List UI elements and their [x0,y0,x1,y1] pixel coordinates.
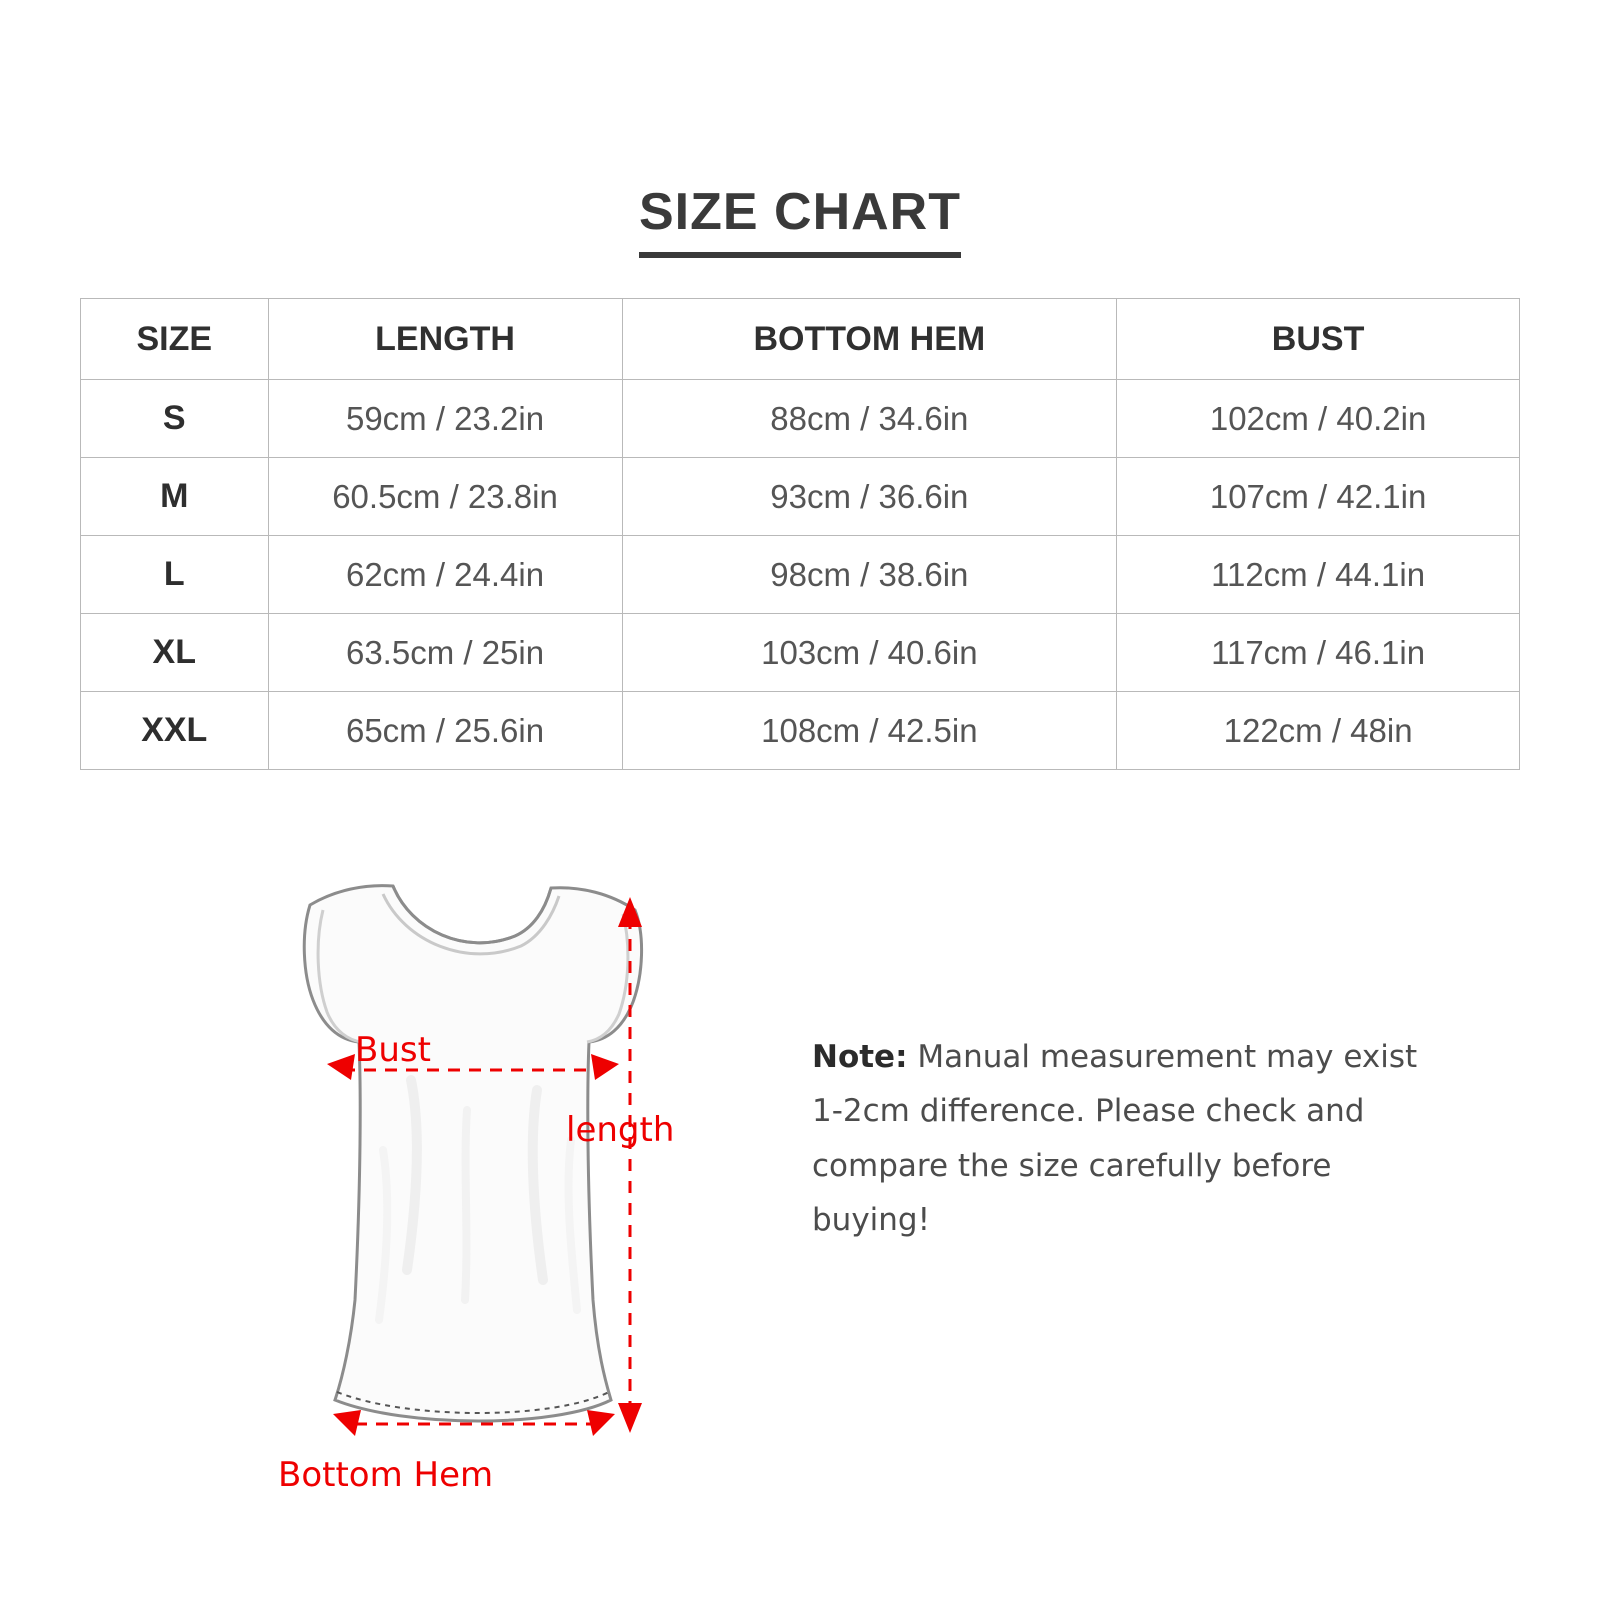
cell-bust: 122cm / 48in [1117,692,1520,770]
table-row [81,614,1520,692]
cell-length: 60.5cm / 23.8in [268,458,622,536]
cell-length: 62cm / 24.4in [268,536,622,614]
table-header-row [81,299,1520,380]
cell-bottom-hem: 93cm / 36.6in [622,458,1117,536]
cell-bust: 107cm / 42.1in [1117,458,1520,536]
cell-bust: 112cm / 44.1in [1117,536,1520,614]
cell-size: XXL [81,692,269,770]
cell-bottom-hem: 108cm / 42.5in [622,692,1117,770]
cell-length: 65cm / 25.6in [268,692,622,770]
column-header-bottom-hem: BOTTOM HEM [622,299,1117,380]
cell-length: 59cm / 23.2in [268,380,622,458]
cell-bust: 117cm / 46.1in [1117,614,1520,692]
table-row [81,458,1520,536]
note-prefix: Note: [812,1039,908,1075]
size-chart-table-container [80,298,1520,770]
length-measure-label: length [566,1110,675,1150]
column-header-bust: BUST [1117,299,1520,380]
column-header-size: SIZE [81,299,269,380]
cell-bottom-hem: 98cm / 38.6in [622,536,1117,614]
page-title: SIZE CHART [639,182,961,258]
column-header-length: LENGTH [268,299,622,380]
cell-bottom-hem: 103cm / 40.6in [622,614,1117,692]
length-measure-line [600,895,660,1435]
table-row [81,536,1520,614]
size-chart-table [80,298,1520,770]
table-row [81,380,1520,458]
note-body: Manual measurement may exist 1-2cm difference. Please check and compare the size carefully before buying! [812,1039,1418,1238]
cell-bottom-hem: 88cm / 34.6in [622,380,1117,458]
table-header [81,299,1520,380]
cell-length: 63.5cm / 25in [268,614,622,692]
cell-size: XL [81,614,269,692]
page-title-container [0,182,1600,258]
bottom-hem-measure-label: Bottom Hem [278,1455,494,1495]
cell-size: L [81,536,269,614]
note-text [812,1030,1452,1247]
bust-measure-label: Bust [355,1030,431,1070]
table-body [81,380,1520,770]
cell-size: M [81,458,269,536]
cell-size: S [81,380,269,458]
cell-bust: 102cm / 40.2in [1117,380,1520,458]
table-row [81,692,1520,770]
